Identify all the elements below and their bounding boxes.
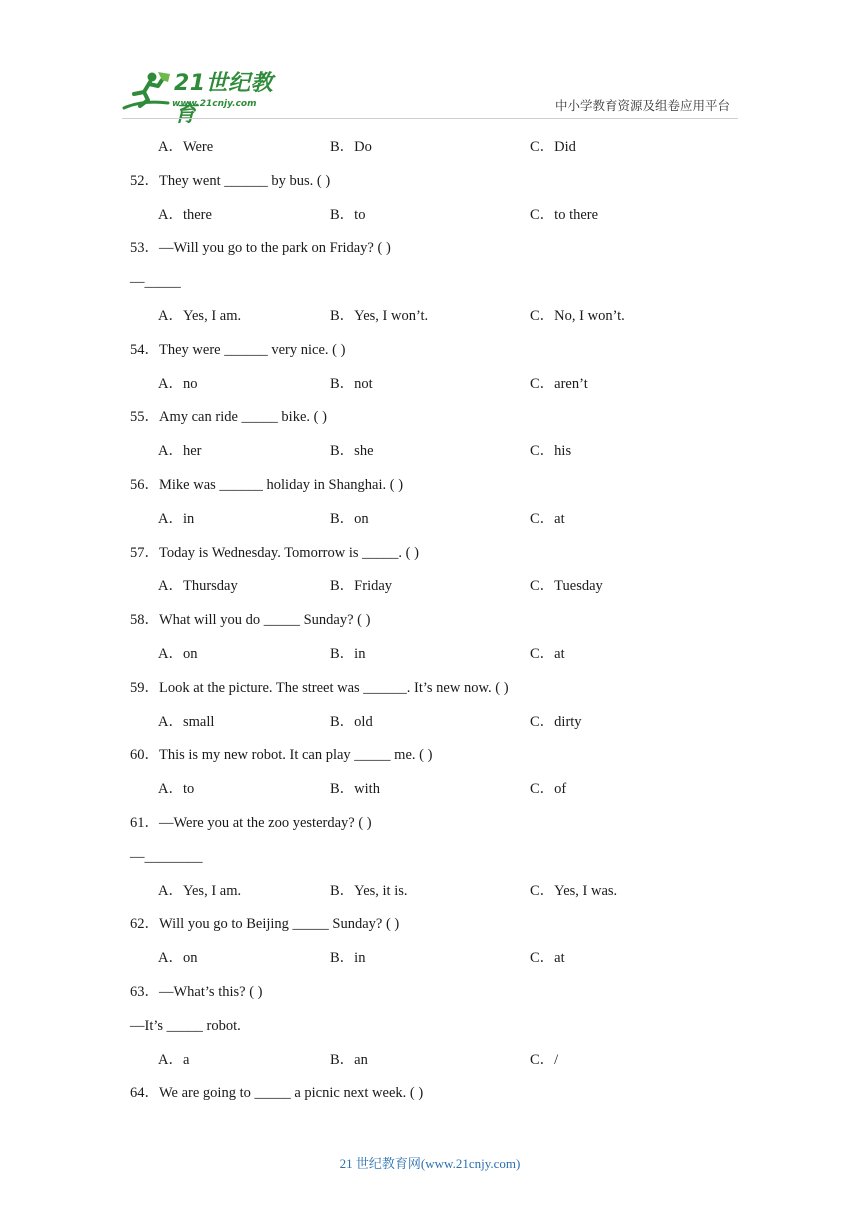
question-row [0,238,860,258]
option-b: B．not [330,376,373,392]
answer-options-row [0,205,860,225]
answer-options-row [0,881,860,901]
option-b: B．in [330,950,366,966]
option-b: B．Yes, it is. [330,883,408,899]
header-divider [122,118,738,119]
question-row [0,340,860,360]
option-a: A．to [158,781,195,797]
option-a: A．there [158,207,212,223]
option-a: A．no [158,376,198,392]
option-a: A．Thursday [158,578,238,594]
question-row [0,1083,860,1103]
option-b: B．an [330,1052,368,1068]
answer-options-row [0,137,860,157]
question-text: 57．Today is Wednesday. Tomorrow is _____. ( ) [130,545,419,561]
question-text: 63．—What’s this? ( ) [130,984,263,1000]
answer-options-row [0,1050,860,1070]
question-text: 52．They went ______ by bus. ( ) [130,173,331,189]
option-a: A．Yes, I am. [158,308,242,324]
answer-options-row [0,441,860,461]
question-text: 58．What will you do _____ Sunday? ( ) [130,612,371,628]
question-text: 59．Look at the picture. The street was ______. It’s new now. ( ) [130,680,509,696]
option-a: A．her [158,443,202,459]
option-a: A．in [158,511,195,527]
option-b: B．on [330,511,369,527]
question-row [0,272,860,292]
answer-options-row [0,374,860,394]
question-row [0,678,860,698]
option-a: A．a [158,1052,190,1068]
question-text: 60．This is my new robot. It can play _____ me. ( ) [130,747,433,763]
option-c: C．of [530,781,567,797]
question-row [0,610,860,630]
option-b: B．Yes, I won’t. [330,308,429,324]
option-c: C．/ [530,1052,559,1068]
question-row [0,847,860,867]
answer-options-row [0,948,860,968]
question-row [0,1016,860,1036]
option-a: A．on [158,950,198,966]
option-c: C．Tuesday [530,578,603,594]
option-c: C．Did [530,139,576,155]
option-a: A．Were [158,139,214,155]
option-c: C．his [530,443,572,459]
question-row [0,171,860,191]
option-b: B．with [330,781,380,797]
answer-options-row [0,712,860,732]
page-footer[interactable]: 21 世纪教育网(www.21cnjy.com) [339,1156,521,1171]
option-c: C．aren’t [530,376,588,392]
option-c: C．at [530,511,565,527]
question-row [0,543,860,563]
site-slogan: 中小学教育资源及组卷应用平台 [554,98,730,113]
question-text: 64．We are going to _____ a picnic next week. ( ) [130,1085,424,1101]
answer-options-row [0,306,860,326]
question-row [0,982,860,1002]
option-a: A．small [158,714,215,730]
option-c: C．at [530,950,565,966]
page-header [0,0,860,125]
question-row [0,745,860,765]
question-text: 54．They were ______ very nice. ( ) [130,342,346,358]
answer-options-row [0,509,860,529]
question-text: 62．Will you go to Beijing _____ Sunday? ( ) [130,916,400,932]
question-text: 53．—Will you go to the park on Friday? ( ) [130,240,391,256]
option-a: A．Yes, I am. [158,883,242,899]
option-b: B．she [330,443,374,459]
option-b: B．old [330,714,373,730]
question-row [0,407,860,427]
option-a: A．on [158,646,198,662]
answer-options-row [0,779,860,799]
option-b: B．to [330,207,366,223]
question-text: —_____ [130,274,181,290]
question-text: —________ [130,849,203,865]
option-b: B．Do [330,139,372,155]
question-row [0,475,860,495]
option-c: C．dirty [530,714,582,730]
option-b: B．Friday [330,578,393,594]
logo-url: www.21cnjy.com [172,99,257,109]
option-c: C．at [530,646,565,662]
question-text: 56．Mike was ______ holiday in Shanghai. ( ) [130,477,404,493]
site-logo[interactable] [122,70,292,127]
question-row [0,914,860,934]
question-text: 61．—Were you at the zoo yesterday? ( ) [130,815,372,831]
question-text: 55．Amy can ride _____ bike. ( ) [130,409,327,425]
option-c: C．No, I won’t. [530,308,625,324]
option-c: C．Yes, I was. [530,883,618,899]
logo-wordmark: 21世纪教育 [174,71,274,127]
option-c: C．to there [530,207,599,223]
answer-options-row [0,644,860,664]
question-text: —It’s _____ robot. [130,1018,241,1034]
answer-options-row [0,576,860,596]
runner-logo-icon [122,70,174,114]
question-row [0,813,860,833]
option-b: B．in [330,646,366,662]
